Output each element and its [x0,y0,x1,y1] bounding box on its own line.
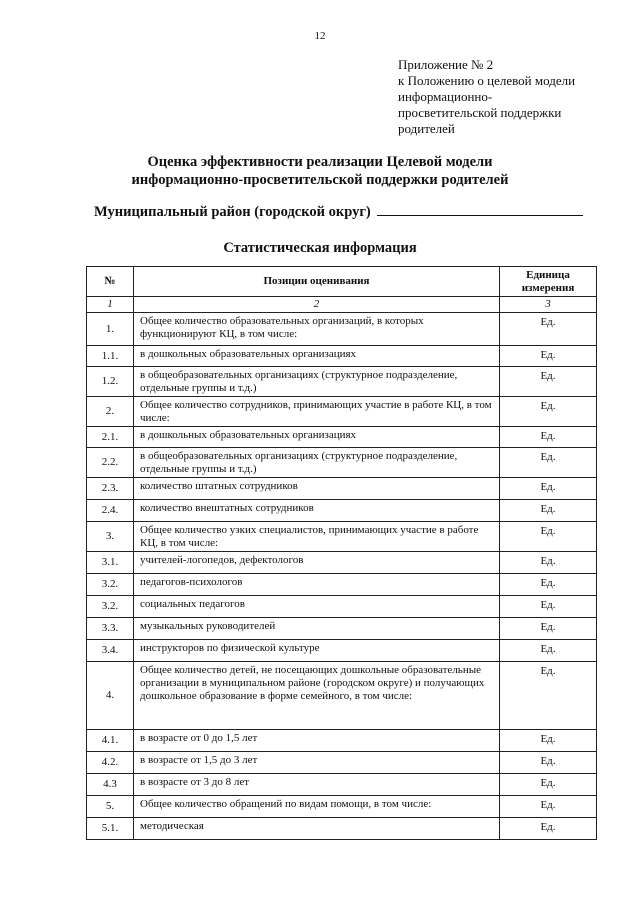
row-unit: Ед. [500,478,597,500]
row-number: 3.3. [87,618,134,640]
row-number: 4.3 [87,774,134,796]
table-row [87,752,597,774]
header-num: № [87,267,134,297]
row-position-text: Общее количество обращений по видам помощи, в том числе: [134,796,500,818]
statistics-table [86,266,597,840]
section-subtitle: Статистическая информация [223,240,417,256]
row-unit: Ед. [500,796,597,818]
table-row [87,552,597,574]
row-position-text: количество внештатных сотрудников [134,500,500,522]
table-row [87,500,597,522]
header-position: Позиции оценивания [134,267,500,297]
appendix-line: родителей [398,121,455,136]
row-number: 5. [87,796,134,818]
table-row [87,774,597,796]
district-blank-line [377,203,583,216]
row-unit: Ед. [500,574,597,596]
row-number: 4. [87,662,134,730]
row-position-text: в дошкольных образовательных организациях [134,346,500,367]
row-unit: Ед. [500,596,597,618]
appendix-line: Приложение № 2 [398,57,494,72]
row-number: 2.3. [87,478,134,500]
table-row [87,427,597,448]
row-unit: Ед. [500,662,597,730]
row-position-text: Общее количество образовательных организаций, в которых функционируют КЦ, в том числе: [134,313,500,346]
index-cell: 3 [500,297,597,313]
row-unit: Ед. [500,448,597,478]
row-unit: Ед. [500,730,597,752]
row-number: 4.2. [87,752,134,774]
appendix-line: к Положению о целевой модели [398,73,576,88]
row-unit: Ед. [500,818,597,840]
index-cell: 1 [87,297,134,313]
district-field [94,203,583,221]
table-row [87,346,597,367]
table-row [87,596,597,618]
document-title [0,153,640,189]
row-number: 3.2. [87,574,134,596]
table-row [87,448,597,478]
page-number: 12 [314,30,326,42]
row-unit: Ед. [500,346,597,367]
row-number: 2.2. [87,448,134,478]
table-row [87,796,597,818]
title-line-1: Оценка эффективности реализации Целевой модели [147,154,493,170]
header-unit [500,267,597,297]
row-number: 3.1. [87,552,134,574]
row-number: 1.2. [87,367,134,397]
row-unit: Ед. [500,618,597,640]
row-number: 2.4. [87,500,134,522]
table-row [87,478,597,500]
row-number: 2. [87,397,134,427]
row-unit: Ед. [500,313,597,346]
row-position-text: в возрасте от 0 до 1,5 лет [134,730,500,752]
row-unit: Ед. [500,552,597,574]
row-position-text: инструкторов по физической культуре [134,640,500,662]
row-number: 3. [87,522,134,552]
district-label: Муниципальный район (городской округ) [94,204,371,220]
row-unit: Ед. [500,427,597,448]
row-unit: Ед. [500,752,597,774]
row-position-text: в общеобразовательных организациях (структурное подразделение, отдельные группы и т.д.) [134,448,500,478]
row-position-text: в дошкольных образовательных организациях [134,427,500,448]
header-unit-line-1: Единица [526,268,570,281]
table-row [87,574,597,596]
header-unit-line-2: измерения [521,281,575,294]
table-row [87,818,597,840]
index-row [87,297,597,313]
row-position-text: в возрасте от 3 до 8 лет [134,774,500,796]
row-position-text: в возрасте от 1,5 до 3 лет [134,752,500,774]
title-line-2: информационно-просветительской поддержки родителей [131,172,509,188]
row-position-text: музыкальных руководителей [134,618,500,640]
table-row [87,662,597,730]
row-position-text: количество штатных сотрудников [134,478,500,500]
row-number: 5.1. [87,818,134,840]
row-position-text: социальных педагогов [134,596,500,618]
table-row [87,397,597,427]
table-row [87,522,597,552]
appendix-line: просветительской поддержки [398,105,562,120]
index-cell: 2 [134,297,500,313]
row-position-text: в общеобразовательных организациях (структурное подразделение, отдельные группы и т.д.) [134,367,500,397]
row-number: 3.4. [87,640,134,662]
row-unit: Ед. [500,367,597,397]
row-position-text: Общее количество узких специалистов, принимающих участие в работе КЦ, в том числе: [134,522,500,552]
row-unit: Ед. [500,522,597,552]
table-row [87,730,597,752]
table-row [87,640,597,662]
table-row [87,313,597,346]
row-number: 3.2. [87,596,134,618]
row-unit: Ед. [500,397,597,427]
row-number: 1. [87,313,134,346]
row-position-text: Общее количество сотрудников, принимающих участие в работе КЦ, в том числе: [134,397,500,427]
table-row [87,618,597,640]
row-number: 1.1. [87,346,134,367]
row-position-text: Общее количество детей, не посещающих дошкольные образовательные организации в муниципальном районе (городском округе) и получающих дошкольное образование в форме семейного, в том числе: [134,662,500,730]
row-unit: Ед. [500,500,597,522]
row-number: 4.1. [87,730,134,752]
row-position-text: педагогов-психологов [134,574,500,596]
row-unit: Ед. [500,640,597,662]
row-unit: Ед. [500,774,597,796]
row-number: 2.1. [87,427,134,448]
row-position-text: учителей-логопедов, дефектологов [134,552,500,574]
appendix-line: информационно- [398,89,493,104]
appendix-header [398,57,618,137]
table-row [87,367,597,397]
row-position-text: методическая [134,818,500,840]
